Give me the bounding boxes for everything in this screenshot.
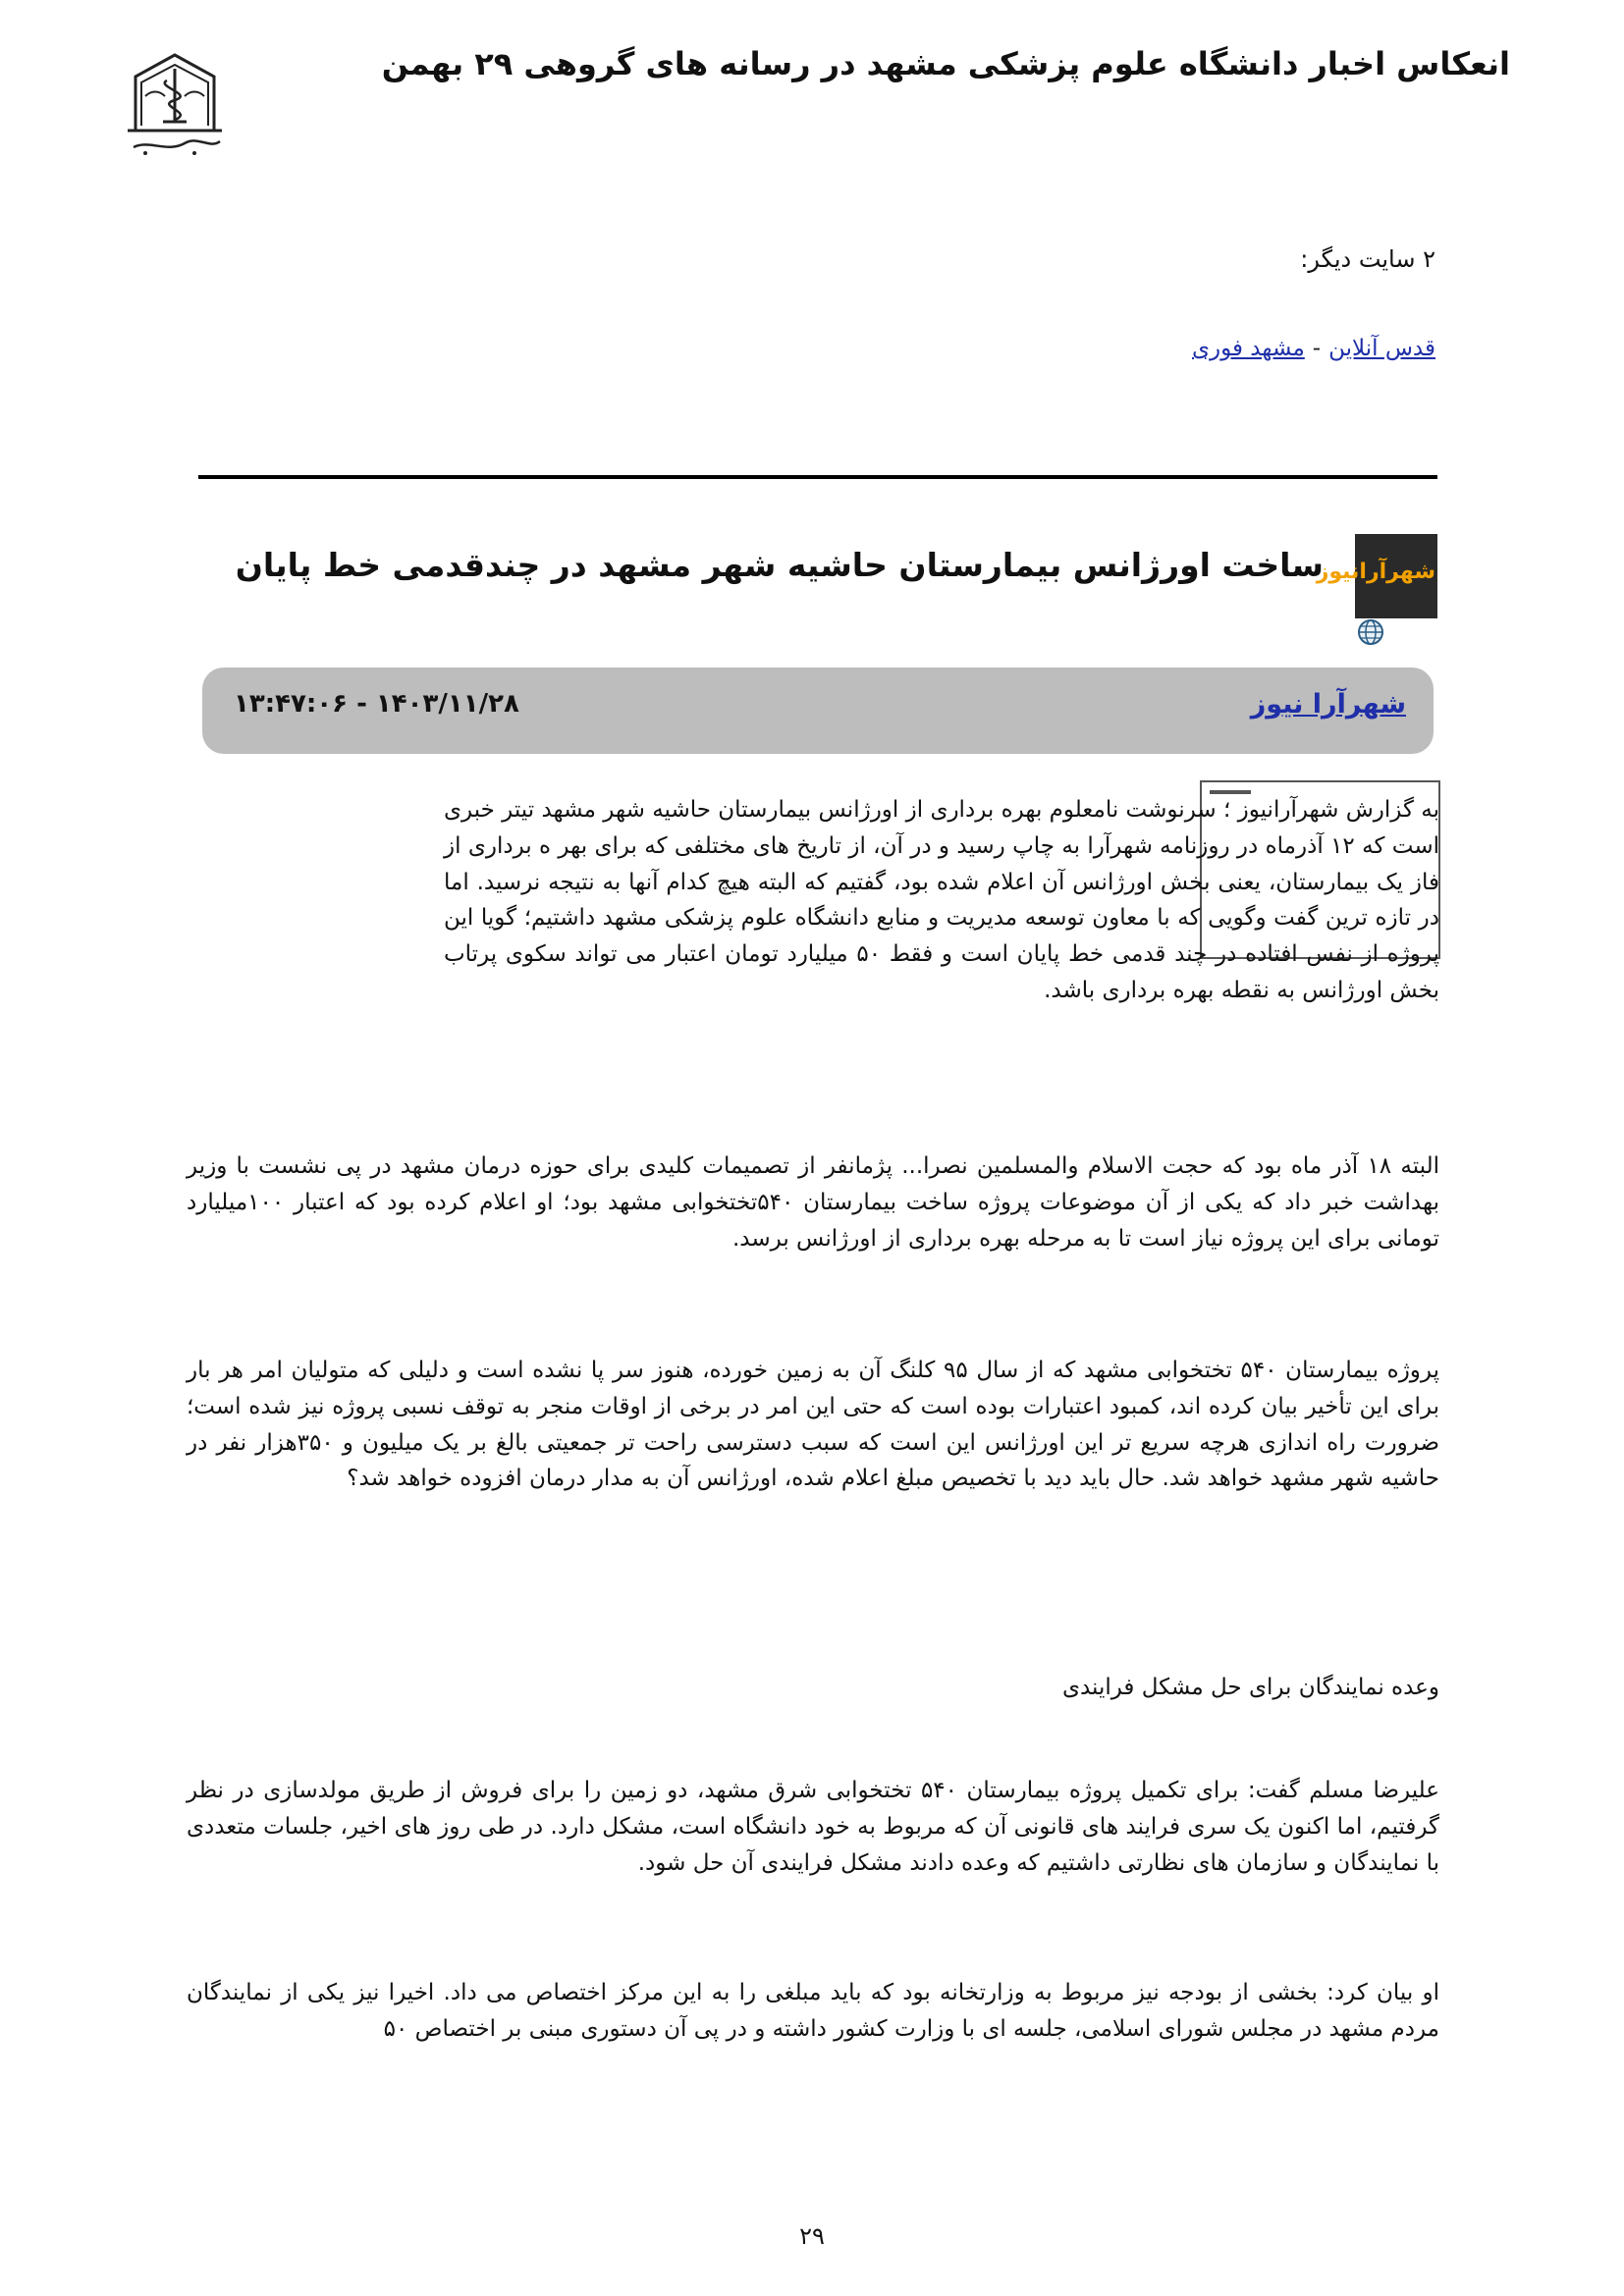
- other-sites-links: [1192, 336, 1435, 361]
- paragraph-text: به گزارش شهرآرانیوز ؛ سرنوشت نامعلوم بهره برداری از اورژانس بیمارستان حاشیه شهر مشهد تیتر خبری است که ۱۲ آذرماه در روزنامه شهرآرا به چاپ رسید و در آن، از تاریخ های مختلفی که برای بهر ه برداری از فاز یک بیمارستان، یعنی بخش اورژانس آن اعلام شده بود، گفتیم که البته هیچ کدام آنها به نتیجه نرسید. اما در تازه ترین گفت وگویی که با معاون توسعه مدیریت و منابع دانشگاه علوم پزشکی مشهد داشتیم؛ گویا این پروژه از نفس افتاده در چند قدمی خط پایان است و فقط ۵۰ میلیارد تومان اعتبار می تواند سکوی پرتاب بخش اورژانس به نقطه بهره برداری باشد.: [444, 797, 1440, 1003]
- article-paragraph-5: او بیان کرد: بخشی از بودجه نیز مربوط به وزارتخانه بود که باید مبلغی را به این مرکز اختصاص می داد. اخیرا نیز یکی از نمایندگان مردم مشهد در مجلس شورای اسلامی، جلسه ای با وزارت کشور داشته و در پی آن دستوری مبنی بر اختصاص ۵۰: [187, 1980, 1439, 2042]
- article-subheading: وعده نمایندگان برای حل مشکل فرایندی: [1061, 1675, 1439, 1700]
- university-logo-icon: [116, 37, 234, 165]
- source-link[interactable]: شهرآرا نیوز: [1250, 689, 1406, 720]
- article-datetime: ۱۴۰۳/۱۱/۲۸ - ۱۳:۴۷:۰۶: [234, 689, 519, 719]
- page-number: ۲۹: [799, 2222, 825, 2250]
- link-quds-online[interactable]: قدس آنلاین: [1328, 336, 1435, 361]
- link-mashhad-fori[interactable]: مشهد فوری: [1191, 336, 1305, 361]
- source-logo: [1316, 534, 1437, 650]
- link-separator: -: [1312, 336, 1322, 361]
- section-divider: [198, 475, 1437, 479]
- article-paragraph-2: البته ۱۸ آذر ماه بود که حجت الاسلام والمسلمین نصرا... پژمانفر از تصمیمات کلیدی برای حوزه درمان مشهد در پی نشست با وزیر بهداشت خبر داد که یکی از آن موضوعات پروژه ساخت بیمارستان ۵۴۰تختخوابی مشهد بود؛ او اعلام کرده بود که اعتبار ۱۰۰میلیارد تومانی برای این پروژه نیاز است تا به مرحله بهره برداری از اورژانس برسد.: [187, 1153, 1439, 1252]
- article-paragraph-1: [187, 792, 1439, 1009]
- thumbnail-spacer: [187, 792, 444, 977]
- source-logo-text: شهرآرانیوز: [1316, 560, 1435, 584]
- other-sites-label: ۲ سایت دیگر:: [1300, 245, 1435, 273]
- globe-icon: [1357, 618, 1384, 646]
- page-header-title: انعکاس اخبار دانشگاه علوم پزشکی مشهد در رسانه های گروهی ۲۹ بهمن: [381, 45, 1510, 82]
- shahraranews-logo-icon: [1316, 534, 1437, 618]
- article-paragraph-4: علیرضا مسلم گفت: برای تکمیل پروژه بیمارستان ۵۴۰ تختخوابی شرق مشهد، دو زمین را برای فروش از طریق مولدسازی در نظر گرفتیم، اما اکنون یک سری فرایند های قانونی آن که مربوط به خود دانشگاه است، مشکل دارد. در طی روز های اخیر، جلسات متعددی با نمایندگان و سازمان های نظارتی داشتیم که وعده دادند مشکل فرایندی آن حل شود.: [187, 1778, 1439, 1876]
- article-title: ساخت اورژانس بیمارستان حاشیه شهر مشهد در چندقدمی خط پایان: [235, 546, 1324, 584]
- article-paragraph-3: پروژه بیمارستان ۵۴۰ تختخوابی مشهد که از سال ۹۵ کلنگ آن به زمین خورده، هنوز سر پا نشده است و دلیلی که متولیان امر هر بار برای این تأخیر بیان کرده اند، کمبود اعتبارات بوده است که حتی این امر در برخی از اوقات منجر به توقف نسبی پروژه نیز شده است؛ ضرورت راه اندازی هرچه سریع تر این اورژانس این است که سبب دسترسی راحت تر جمعیتی بالغ بر یک میلیون و ۳۵۰هزار نفر در حاشیه شهر مشهد خواهد شد. حال باید دید با تخصیص مبلغ اعلام شده، اورژانس آن به مدار درمان افزوده خواهد شد؟: [187, 1358, 1440, 1492]
